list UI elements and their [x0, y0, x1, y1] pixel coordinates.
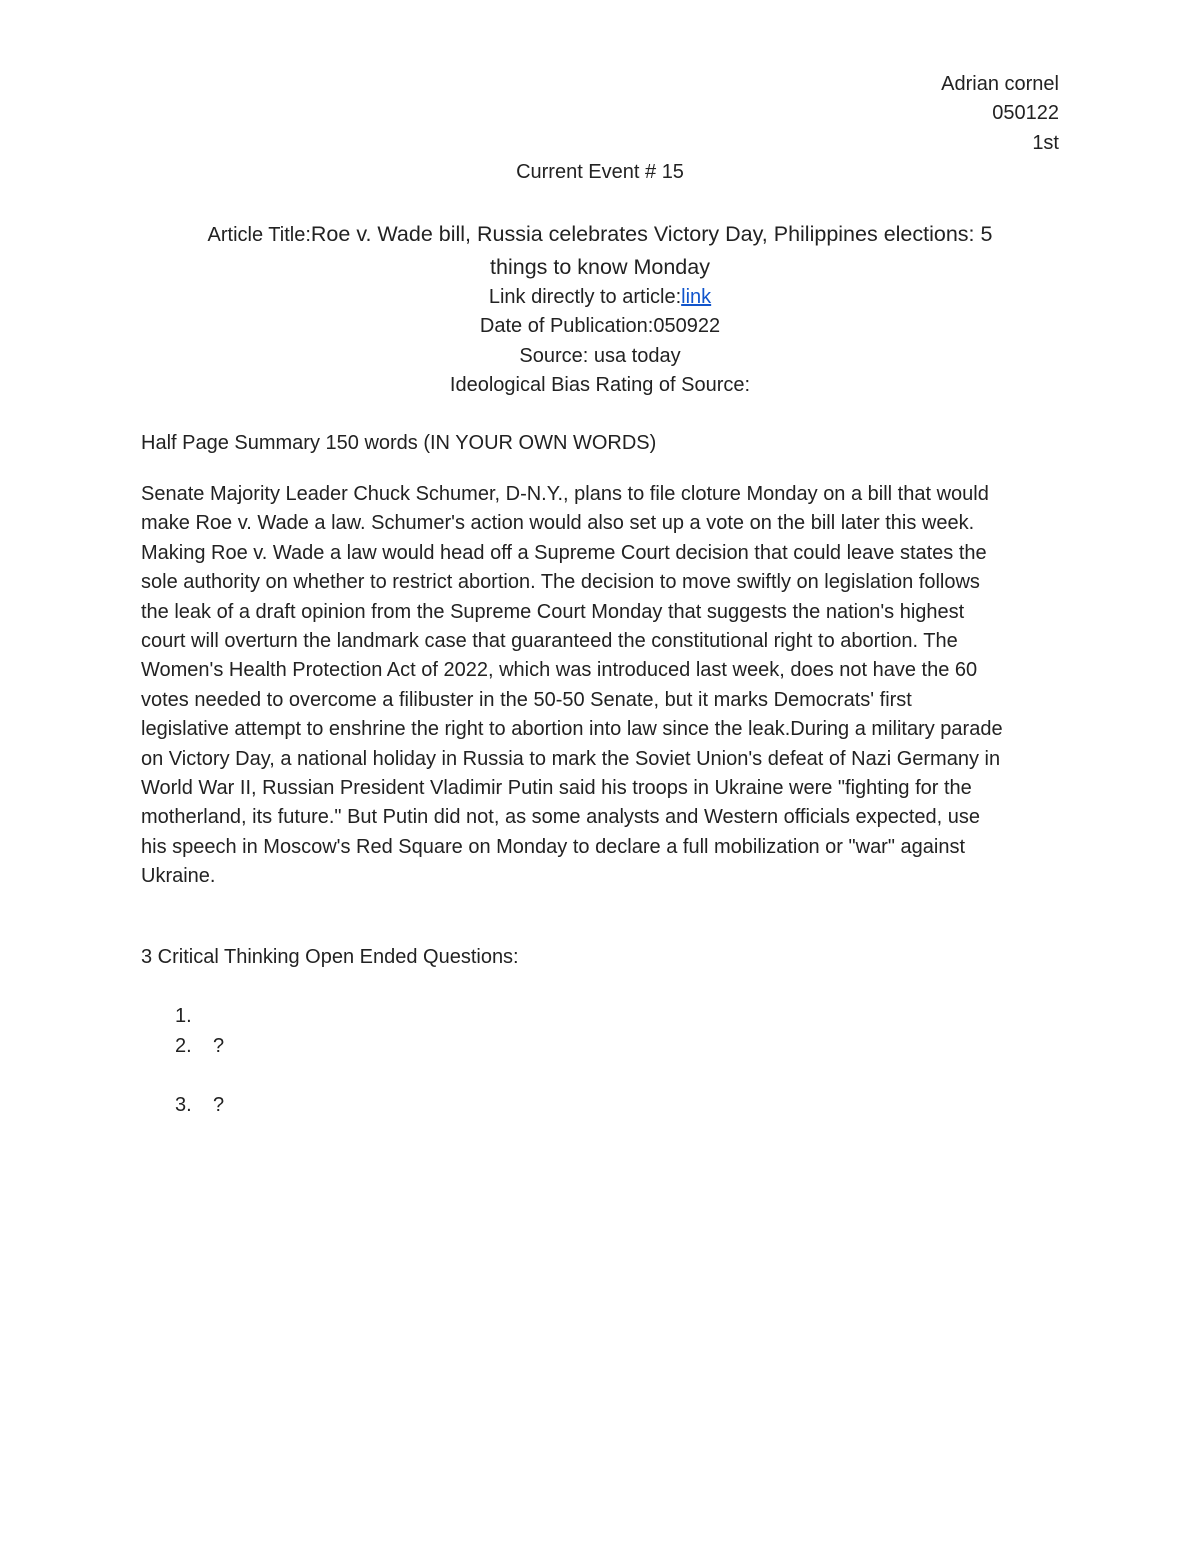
- article-title-continued: things to know Monday: [490, 255, 710, 279]
- summary-line: Ukraine.: [141, 865, 216, 888]
- student-date: 050122: [992, 102, 1059, 125]
- summary-heading: Half Page Summary 150 words (IN YOUR OWN WORDS): [141, 432, 657, 454]
- summary-line: court will overturn the landmark case that guaranteed the constitutional right to abortion. The: [141, 630, 958, 653]
- question-text: ?: [213, 1094, 225, 1116]
- summary-line: his speech in Moscow's Red Square on Monday to declare a full mobilization or "war" against: [141, 835, 965, 858]
- article-info: [150, 218, 1050, 400]
- question-item-1: [175, 1002, 213, 1031]
- question-number: 2.: [175, 1035, 192, 1057]
- question-number: 3.: [175, 1094, 192, 1116]
- summary-line: legislative attempt to enshrine the right to abortion into law since the leak.During a military parade: [141, 718, 1003, 741]
- summary-line: sole authority on whether to restrict abortion. The decision to move swiftly on legislation follows: [141, 571, 980, 594]
- question-number: 1.: [175, 1005, 192, 1027]
- article-title: [150, 218, 1050, 251]
- summary-line: Women's Health Protection Act of 2022, which was introduced last week, does not have the 60: [141, 659, 978, 682]
- publication-date-value: 050922: [653, 315, 721, 338]
- student-header: [941, 70, 1059, 158]
- summary-line: the leak of a draft opinion from the Supreme Court Monday that suggests the nation's highest: [141, 600, 965, 623]
- summary-line: Making Roe v. Wade a law would head off a Supreme Court decision that could leave states the: [141, 541, 987, 564]
- summary-line: make Roe v. Wade a law. Schumer's action would also set up a vote on the bill later this week.: [141, 512, 975, 535]
- question-item-3: [175, 1091, 224, 1120]
- summary-line: motherland, its future." But Putin did not, as some analysts and Western officials expected, use: [141, 806, 981, 829]
- publication-date-line: [150, 312, 1050, 341]
- article-title-label: Article Title:: [207, 224, 311, 246]
- article-link-line: [150, 283, 1050, 312]
- summary-line: World War II, Russian President Vladimir Putin said his troops in Ukraine were "fighting for the: [141, 777, 972, 800]
- summary-line: on Victory Day, a national holiday in Russia to mark the Soviet Union's defeat of Nazi Germany in: [141, 747, 1001, 770]
- event-title: Current Event # 15: [516, 161, 684, 183]
- source-label: Source:: [519, 344, 594, 367]
- summary-line: votes needed to overcome a filibuster in the 50-50 Senate, but it marks Democrats' first: [141, 688, 912, 711]
- question-item-2: [175, 1032, 224, 1061]
- article-title-text: Roe v. Wade bill, Russia celebrates Victory Day, Philippines elections: 5: [310, 222, 993, 246]
- article-link[interactable]: link: [681, 286, 712, 308]
- summary-line: Senate Majority Leader Chuck Schumer, D-N.Y., plans to file cloture Monday on a bill that would: [141, 483, 989, 505]
- publication-date-label: Date of Publication:: [479, 315, 654, 338]
- question-text: ?: [213, 1035, 225, 1057]
- source-line: [150, 342, 1050, 371]
- source-value: usa today: [593, 344, 681, 367]
- class-period: 1st: [1032, 131, 1059, 154]
- student-name: Adrian cornel: [941, 73, 1059, 95]
- article-link-label: Link directly to article:: [488, 286, 682, 308]
- bias-rating-line: Ideological Bias Rating of Source:: [449, 373, 751, 396]
- summary-paragraph: [141, 480, 1076, 892]
- questions-heading: 3 Critical Thinking Open Ended Questions:: [141, 946, 519, 968]
